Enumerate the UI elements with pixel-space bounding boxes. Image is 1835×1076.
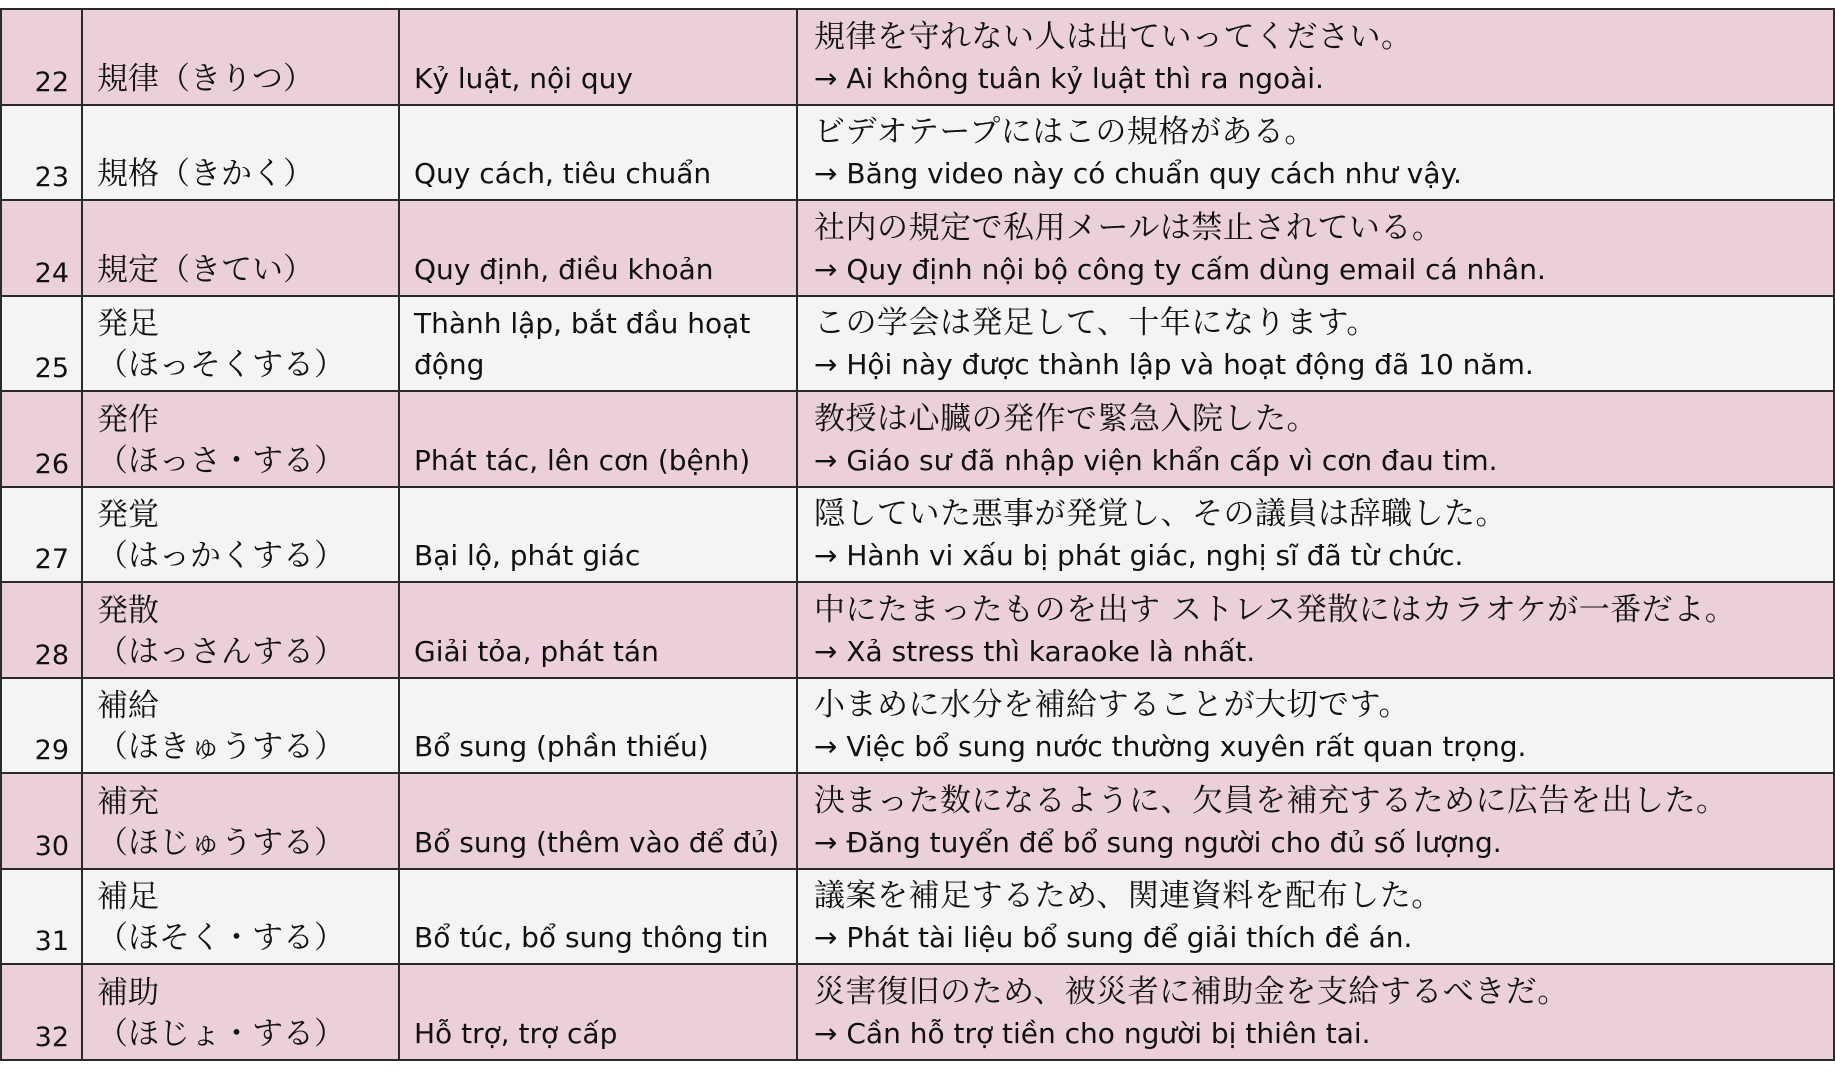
term-reading: （ほじゅうする） bbox=[97, 824, 345, 861]
meaning-text: Bại lộ, phát giác bbox=[414, 539, 641, 572]
table-row bbox=[2, 201, 1835, 297]
term-kanji: 発覚 bbox=[97, 497, 159, 533]
number-cell bbox=[2, 392, 83, 486]
meaning-text: Kỷ luật, nội quy bbox=[414, 61, 633, 95]
example-japanese: この学会は発足して、十年になります。 bbox=[814, 305, 1378, 341]
term-reading: （はっさんする） bbox=[97, 633, 345, 670]
term-cell bbox=[83, 679, 400, 773]
example-vietnamese: → Phát tài liệu bổ sung để giải thích đề án. bbox=[814, 921, 1413, 954]
example-vietnamese: → Ai không tuân kỷ luật thì ra ngoài. bbox=[814, 61, 1324, 95]
number-cell bbox=[2, 679, 83, 773]
example-japanese: 中にたまったものを出す ストレス発散にはカラオケが一番だよ。 bbox=[814, 591, 1737, 628]
meaning-cell bbox=[400, 392, 798, 486]
number-cell bbox=[2, 870, 83, 964]
example-japanese: 隠していた悪事が発覚し、その議員は辞職した。 bbox=[814, 496, 1507, 532]
row-number: 27 bbox=[34, 544, 69, 575]
term-cell bbox=[83, 870, 400, 964]
example-vietnamese: → Giáo sư đã nhập viện khẩn cấp vì cơn đau tim. bbox=[814, 443, 1498, 477]
meaning-text: Bổ sung (thêm vào để đủ) bbox=[414, 825, 780, 859]
meaning-text: Thành lập, bắt đầu hoạt động bbox=[414, 307, 751, 381]
table-row bbox=[2, 10, 1835, 106]
term-kanji: 補給 bbox=[97, 688, 159, 724]
number-cell bbox=[2, 10, 83, 104]
example-vietnamese: → Cần hỗ trợ tiền cho người bị thiên tai. bbox=[814, 1016, 1371, 1050]
number-cell bbox=[2, 297, 83, 391]
term-cell bbox=[83, 392, 400, 486]
meaning-cell bbox=[400, 583, 798, 677]
example-vietnamese: → Việc bổ sung nước thường xuyên rất quan trọng. bbox=[814, 730, 1527, 763]
row-number: 30 bbox=[34, 830, 69, 862]
example-cell bbox=[798, 583, 1835, 677]
row-number: 31 bbox=[34, 926, 69, 957]
meaning-text: Bổ túc, bổ sung thông tin bbox=[414, 921, 769, 954]
term-reading: （ほじょ・する） bbox=[97, 1015, 345, 1052]
number-cell bbox=[2, 965, 83, 1059]
example-japanese: ビデオテープにはこの規格がある。 bbox=[814, 114, 1316, 150]
term-reading: （ほっさ・する） bbox=[97, 442, 345, 479]
number-cell bbox=[2, 488, 83, 582]
example-cell bbox=[798, 679, 1835, 773]
table-row bbox=[2, 870, 1835, 966]
example-cell bbox=[798, 10, 1835, 104]
term-kanji: 補足 bbox=[97, 879, 159, 915]
meaning-text: Quy định, điều khoản bbox=[414, 252, 714, 286]
example-japanese: 教授は心臓の発作で緊急入院した。 bbox=[814, 400, 1318, 437]
meaning-cell bbox=[400, 297, 798, 391]
example-vietnamese: → Hội này được thành lập và hoạt động đã 10 năm. bbox=[814, 348, 1534, 381]
example-vietnamese: → Đăng tuyển để bổ sung người cho đủ số lượng. bbox=[814, 825, 1502, 859]
row-number: 24 bbox=[34, 257, 69, 289]
term-cell bbox=[83, 297, 400, 391]
example-vietnamese: → Quy định nội bộ công ty cấm dùng email cá nhân. bbox=[814, 252, 1546, 286]
example-japanese: 小まめに水分を補給することが大切です。 bbox=[814, 687, 1411, 723]
term-kanji: 規律（きりつ） bbox=[97, 60, 314, 97]
table-row bbox=[2, 297, 1835, 393]
example-cell bbox=[798, 297, 1835, 391]
example-cell bbox=[798, 774, 1835, 868]
vocabulary-table bbox=[0, 8, 1835, 1061]
term-reading: （ほっそくする） bbox=[97, 347, 345, 383]
number-cell bbox=[2, 583, 83, 677]
example-vietnamese: → Băng video này có chuẩn quy cách như vậy. bbox=[814, 157, 1462, 190]
example-cell bbox=[798, 488, 1835, 582]
row-number: 22 bbox=[34, 66, 69, 98]
example-japanese: 災害復旧のため、被災者に補助金を支給するべきだ。 bbox=[814, 973, 1569, 1010]
meaning-cell bbox=[400, 201, 798, 295]
table-row bbox=[2, 106, 1835, 202]
example-japanese: 議案を補足するため、関連資料を配布した。 bbox=[814, 878, 1443, 914]
example-cell bbox=[798, 392, 1835, 486]
number-cell bbox=[2, 106, 83, 200]
table-row bbox=[2, 679, 1835, 775]
term-cell bbox=[83, 774, 400, 868]
table-row bbox=[2, 774, 1835, 870]
meaning-text: Giải tỏa, phát tán bbox=[414, 634, 659, 668]
example-japanese: 規律を守れない人は出ていってください。 bbox=[814, 18, 1413, 55]
meaning-cell bbox=[400, 10, 798, 104]
term-kanji: 発散 bbox=[97, 592, 159, 629]
example-cell bbox=[798, 870, 1835, 964]
meaning-cell bbox=[400, 870, 798, 964]
example-vietnamese: → Hành vi xấu bị phát giác, nghị sĩ đã từ chức. bbox=[814, 539, 1464, 572]
table-row bbox=[2, 583, 1835, 679]
row-number: 23 bbox=[34, 162, 69, 193]
row-number: 32 bbox=[34, 1021, 69, 1053]
meaning-cell bbox=[400, 774, 798, 868]
row-number: 28 bbox=[34, 639, 69, 671]
meaning-text: Hỗ trợ, trợ cấp bbox=[414, 1016, 618, 1050]
meaning-text: Quy cách, tiêu chuẩn bbox=[414, 157, 712, 190]
number-cell bbox=[2, 201, 83, 295]
row-number: 25 bbox=[34, 353, 69, 384]
meaning-cell bbox=[400, 488, 798, 582]
example-vietnamese: → Xả stress thì karaoke là nhất. bbox=[814, 634, 1256, 668]
term-kanji: 発足 bbox=[97, 306, 159, 342]
term-cell bbox=[83, 488, 400, 582]
term-reading: （ほそく・する） bbox=[97, 920, 345, 956]
table-row bbox=[2, 392, 1835, 488]
example-cell bbox=[798, 201, 1835, 295]
table-row bbox=[2, 488, 1835, 584]
number-cell bbox=[2, 774, 83, 868]
table-row bbox=[2, 965, 1835, 1061]
example-cell bbox=[798, 965, 1835, 1059]
term-kanji: 補助 bbox=[97, 974, 159, 1011]
meaning-text: Bổ sung (phần thiếu) bbox=[414, 730, 709, 763]
term-reading: （ほきゅうする） bbox=[97, 729, 345, 765]
example-japanese: 社内の規定で私用メールは禁止されている。 bbox=[814, 209, 1444, 246]
term-cell bbox=[83, 10, 400, 104]
term-cell bbox=[83, 583, 400, 677]
term-cell bbox=[83, 965, 400, 1059]
term-kanji: 発作 bbox=[97, 401, 159, 438]
term-cell bbox=[83, 201, 400, 295]
term-cell bbox=[83, 106, 400, 200]
example-japanese: 決まった数になるように、欠員を補充するために広告を出した。 bbox=[814, 782, 1728, 819]
term-kanji: 補充 bbox=[97, 783, 159, 820]
meaning-text: Phát tác, lên cơn (bệnh) bbox=[414, 443, 751, 477]
row-number: 26 bbox=[34, 448, 69, 480]
term-kanji: 規格（きかく） bbox=[97, 156, 314, 192]
meaning-cell bbox=[400, 679, 798, 773]
term-reading: （はっかくする） bbox=[97, 538, 345, 574]
row-number: 29 bbox=[34, 735, 69, 766]
term-kanji: 規定（きてい） bbox=[97, 251, 314, 288]
meaning-cell bbox=[400, 106, 798, 200]
meaning-cell bbox=[400, 965, 798, 1059]
example-cell bbox=[798, 106, 1835, 200]
